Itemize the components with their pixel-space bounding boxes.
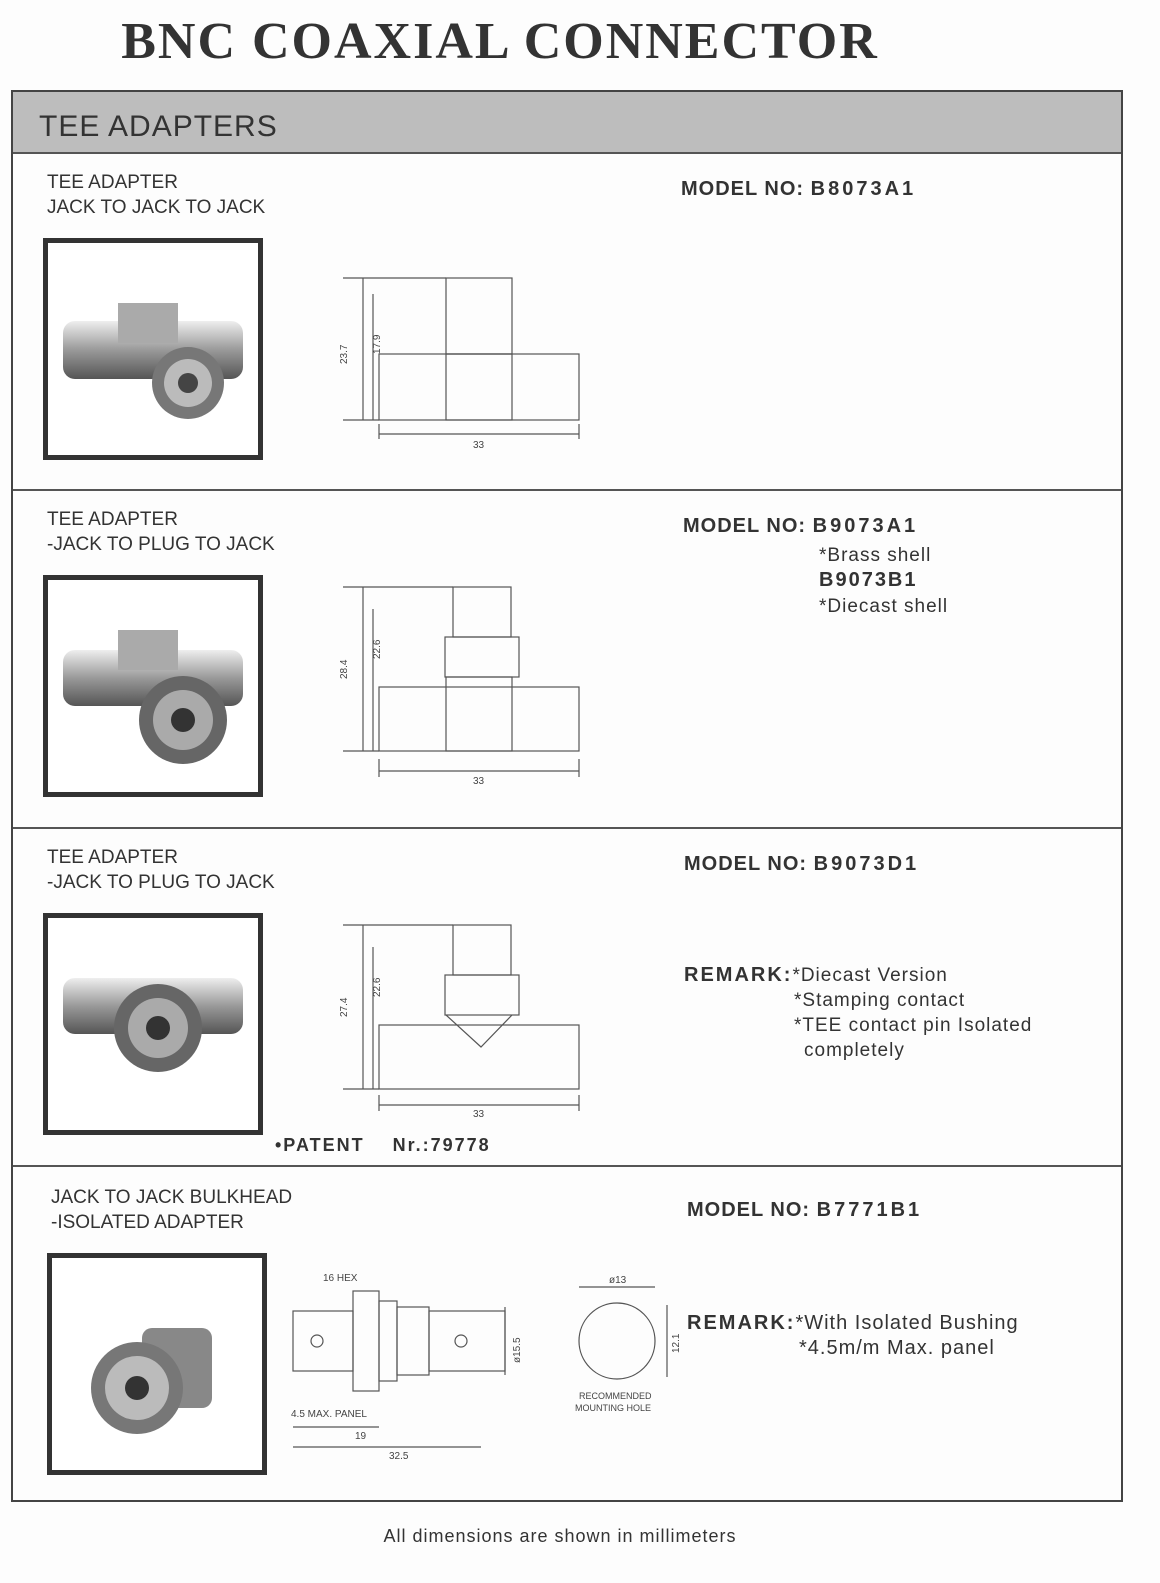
svg-text:27.4: 27.4 xyxy=(339,997,350,1017)
svg-text:4.5 MAX. PANEL: 4.5 MAX. PANEL xyxy=(291,1409,367,1420)
svg-text:ø15.5: ø15.5 xyxy=(512,1337,523,1363)
svg-text:ø13: ø13 xyxy=(609,1275,627,1286)
product-photo xyxy=(43,913,263,1135)
dimension-drawing xyxy=(333,254,613,454)
svg-text:22.6: 22.6 xyxy=(372,977,383,997)
model-number: MODEL NO: B9073A1 xyxy=(683,515,919,537)
model-number-alt: B9073B1 xyxy=(819,569,918,591)
model-number: MODEL NO: B7771B1 xyxy=(687,1199,923,1221)
product-row xyxy=(13,491,1121,829)
model-note: *Diecast shell xyxy=(819,596,949,617)
model-number: MODEL NO: B9073D1 xyxy=(684,853,920,875)
product-description: TEE ADAPTER JACK TO JACK TO JACK xyxy=(47,172,266,218)
svg-text:17.9: 17.9 xyxy=(372,334,383,354)
product-description: TEE ADAPTER -JACK TO PLUG TO JACK xyxy=(47,847,275,893)
tee-adapter-photo xyxy=(48,580,258,792)
svg-text:RECOMMENDED: RECOMMENDED xyxy=(579,1391,652,1401)
product-photo xyxy=(47,1253,267,1475)
product-description: TEE ADAPTER -JACK TO PLUG TO JACK xyxy=(47,509,275,555)
product-row xyxy=(13,154,1121,491)
model-number: MODEL NO: B8073A1 xyxy=(681,178,917,200)
svg-text:33: 33 xyxy=(473,1109,485,1120)
tee-adapter-photo xyxy=(48,918,258,1130)
bulkhead-adapter-photo xyxy=(52,1258,262,1470)
svg-text:22.6: 22.6 xyxy=(372,639,383,659)
dimension-drawing xyxy=(333,579,613,791)
svg-text:16 HEX: 16 HEX xyxy=(323,1273,358,1284)
page-title: BNC COAXIAL CONNECTOR xyxy=(121,13,879,70)
product-row xyxy=(13,1167,1121,1500)
remark-block: REMARK:*Diecast Version *Stamping contact *TEE contact pin Isolated completely xyxy=(684,964,1033,1061)
dimension-drawing xyxy=(333,917,613,1129)
svg-text:23.7: 23.7 xyxy=(339,344,350,364)
catalog-frame xyxy=(11,90,1123,1502)
svg-text:33: 33 xyxy=(473,440,485,451)
footer-note: All dimensions are shown in millimeters xyxy=(383,1526,737,1546)
svg-text:MOUNTING HOLE: MOUNTING HOLE xyxy=(575,1403,652,1413)
section-title: TEE ADAPTERS xyxy=(39,110,278,143)
product-photo xyxy=(43,575,263,797)
svg-text:12.1: 12.1 xyxy=(671,1333,682,1353)
svg-text:28.4: 28.4 xyxy=(339,659,350,679)
section-header xyxy=(13,92,1121,154)
dimension-drawing xyxy=(277,1271,697,1471)
remark-block: REMARK:*With Isolated Bushing *4.5m/m Max. panel xyxy=(687,1312,1019,1359)
svg-text:33: 33 xyxy=(473,776,485,787)
patent-number: •PATENT Nr.:79778 xyxy=(275,1135,491,1155)
product-row xyxy=(13,829,1121,1167)
svg-text:32.5: 32.5 xyxy=(389,1451,409,1462)
product-photo xyxy=(43,238,263,460)
svg-text:19: 19 xyxy=(355,1431,367,1442)
model-note: *Brass shell xyxy=(819,545,932,566)
product-description: JACK TO JACK BULKHEAD -ISOLATED ADAPTER xyxy=(51,1187,293,1233)
tee-adapter-photo xyxy=(48,243,258,455)
